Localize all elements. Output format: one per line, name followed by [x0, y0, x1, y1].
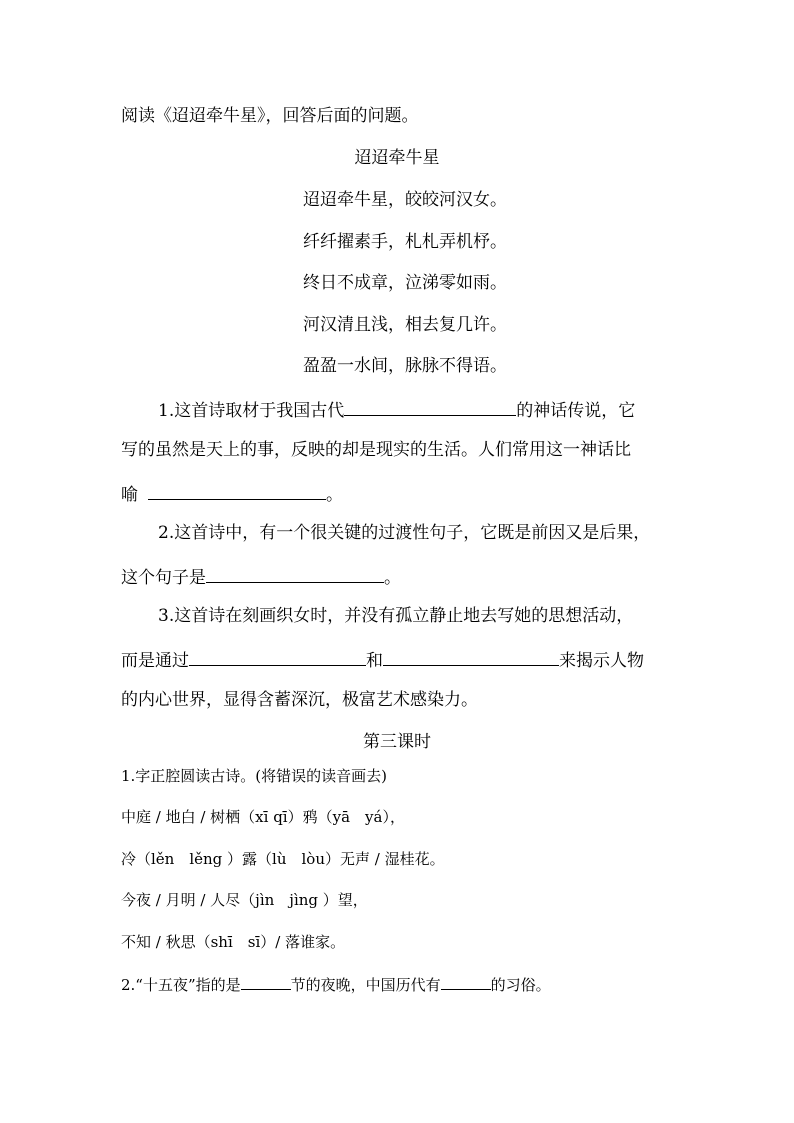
question-3-text: 和	[366, 651, 383, 671]
lesson-item-2-blank-1[interactable]	[241, 976, 291, 990]
lesson-item-2-text: 的习俗。	[490, 976, 551, 994]
question-3-line-2	[121, 650, 644, 670]
question-3-line-3: 的内心世界，显得含蓄深沉，极富艺术感染力。	[121, 690, 478, 710]
verse-line: 中庭 / 地白 / 树栖（xī qī）鸦（yā yá），	[121, 808, 405, 826]
question-1-text: 。	[326, 485, 343, 505]
question-1-text: 喻	[121, 485, 138, 505]
question-1-line-1	[158, 400, 635, 420]
poem-line: 盈盈一水间，脉脉不得语。	[303, 356, 507, 376]
question-3-text: 来揭示人物	[559, 651, 644, 671]
question-3-text: 而是通过	[121, 651, 189, 671]
poem-line: 终日不成章，泣涕零如雨。	[303, 273, 507, 293]
lesson-item-2-text: 2.“十五夜”指的是	[121, 976, 241, 994]
question-2-text: 这个句子是	[121, 568, 206, 588]
question-1-line-3	[121, 484, 343, 504]
verse-line: 不知 / 秋思（shī sī）/ 落谁家。	[121, 933, 346, 951]
question-2-line-2	[121, 567, 401, 587]
verse-line: 冷（lěn lěng ）露（lù lòu）无声 / 湿桂花。	[121, 850, 445, 868]
lesson-item-2	[121, 976, 551, 993]
poem-line: 河汉清且浅，相去复几许。	[303, 315, 507, 335]
verse-line: 今夜 / 月明 / 人尽（jìn jìng ）望，	[121, 891, 368, 909]
poem-title: 迢迢牵牛星	[354, 148, 440, 168]
question-3-blank-1[interactable]	[189, 650, 366, 666]
question-1-line-2: 写的虽然是天上的事，反映的却是现实的生活。人们常用这一神话比	[121, 440, 631, 460]
poem-line: 纤纤擢素手，札札弄机杼。	[303, 232, 507, 252]
question-2-text: 。	[384, 568, 401, 588]
lesson-item-1: 1.字正腔圆读古诗。(将错误的读音画去)	[121, 767, 388, 785]
poem-line: 迢迢牵牛星，皎皎河汉女。	[303, 190, 507, 210]
question-3-line-1: 3.这首诗在刻画织女时，并没有孤立静止地去写她的思想活动，	[158, 606, 634, 626]
question-2-blank[interactable]	[206, 567, 384, 583]
question-2-line-1: 2.这首诗中，有一个很关键的过渡性句子，它既是前因又是后果，	[158, 523, 651, 543]
lesson-item-2-text: 节的夜晚，中国历代有	[290, 976, 441, 994]
lesson-item-2-blank-2[interactable]	[441, 976, 491, 990]
question-1-blank-2[interactable]	[148, 484, 326, 500]
lesson-title: 第三课时	[363, 732, 431, 752]
question-1-blank-1[interactable]	[344, 400, 516, 416]
question-1-text: 1.这首诗取材于我国古代	[158, 401, 345, 421]
question-1-text: 的神话传说，它	[516, 401, 636, 421]
reading-instruction: 阅读《迢迢牵牛星》，回答后面的问题。	[121, 106, 419, 126]
question-3-blank-2[interactable]	[383, 650, 559, 666]
